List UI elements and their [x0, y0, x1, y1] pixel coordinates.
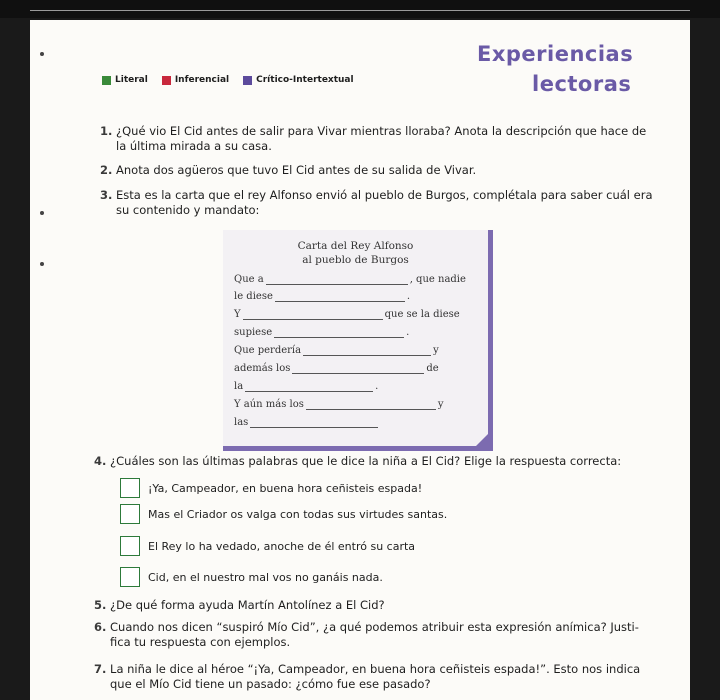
option-4[interactable]	[120, 567, 383, 587]
letter-title: Carta del Rey Alfonso	[297, 240, 414, 252]
option-3[interactable]	[120, 536, 415, 556]
letter-text: Y	[234, 309, 241, 320]
letter-text: además los	[234, 363, 291, 374]
question-number: 2.	[100, 163, 113, 177]
margin-mark	[40, 52, 44, 56]
legend-swatch-purple	[243, 76, 252, 85]
blank-line[interactable]	[250, 418, 378, 428]
margin-mark	[40, 211, 44, 215]
legend-literal	[102, 75, 148, 85]
question-6	[94, 620, 639, 650]
letter-text: de	[426, 363, 439, 374]
letter-text: , que nadie	[409, 274, 466, 285]
legend-critico	[243, 75, 353, 85]
option-checkbox[interactable]	[120, 478, 140, 498]
letter-line-1	[234, 274, 466, 285]
letter-line-3	[234, 309, 460, 320]
legend-label: Literal	[115, 75, 148, 85]
letter-line-2	[234, 291, 410, 302]
question-number: 4.	[94, 454, 107, 468]
option-checkbox[interactable]	[120, 536, 140, 556]
question-2	[100, 163, 476, 178]
question-3	[100, 188, 653, 218]
blank-line[interactable]	[292, 364, 424, 374]
card-corner-fold	[471, 429, 493, 451]
question-number: 7.	[94, 662, 107, 676]
question-number: 5.	[94, 598, 107, 612]
question-5	[94, 598, 385, 613]
option-label: Cid, en el nuestro mal vos no ganáis nada.	[148, 570, 383, 584]
question-text: ¿Cuáles son las últimas palabras que le dice la niña a El Cid? Elige la respuesta correcta:	[110, 454, 622, 468]
option-checkbox[interactable]	[120, 504, 140, 524]
question-text: La niña le dice al héroe “¡Ya, Campeador, en buena hora ceñisteis espada!”. Esto nos indica	[110, 662, 641, 676]
margin-mark	[40, 262, 44, 266]
question-text: la última mirada a su casa.	[116, 139, 272, 153]
option-label: El Rey lo ha vedado, anoche de él entró su carta	[148, 539, 416, 553]
question-text: fica tu respuesta con ejemplos.	[110, 635, 291, 649]
letter-text: y	[437, 399, 444, 410]
option-label: ¡Ya, Campeador, en buena hora ceñisteis espada!	[148, 481, 423, 495]
question-4	[94, 454, 621, 469]
question-text: Esta es la carta que el rey Alfonso envió al pueblo de Burgos, complétala para saber cuál era	[116, 188, 653, 202]
legend-inferencial	[162, 75, 229, 85]
blank-line[interactable]	[266, 275, 408, 285]
question-number: 1.	[100, 124, 113, 138]
question-text: Anota dos agüeros que tuvo El Cid antes de su salida de Vivar.	[116, 163, 477, 177]
legend-swatch-red	[162, 76, 171, 85]
letter-line-7	[234, 381, 378, 392]
letter-text: supiese	[234, 327, 273, 338]
blank-line[interactable]	[303, 346, 431, 356]
letter-text: Que a	[234, 274, 264, 285]
letter-text: las	[234, 417, 249, 428]
blank-line[interactable]	[243, 310, 383, 320]
letter-text: que se la diese	[384, 309, 460, 320]
legend-label: Crítico-Intertextual	[256, 75, 354, 85]
letter-text: Y aún más los	[234, 399, 304, 410]
top-bar	[0, 0, 720, 18]
legend-swatch-green	[102, 76, 111, 85]
legend-label: Inferencial	[174, 75, 230, 85]
document-page	[30, 20, 690, 700]
option-label: Mas el Criador os valga con todas sus virtudes santas.	[148, 507, 448, 521]
letter-text: la	[234, 381, 244, 392]
section-title-line2: lectoras	[532, 72, 632, 96]
question-text: ¿De qué forma ayuda Martín Antolínez a El Cid?	[110, 598, 385, 612]
option-1[interactable]	[120, 478, 422, 498]
question-text: su contenido y mandato:	[116, 203, 260, 217]
top-divider	[30, 10, 690, 11]
blank-line[interactable]	[274, 328, 404, 338]
legend	[102, 75, 368, 85]
question-1	[100, 124, 646, 154]
letter-line-4	[234, 327, 409, 338]
blank-line[interactable]	[275, 292, 405, 302]
letter-card	[223, 230, 493, 451]
question-number: 6.	[94, 620, 107, 634]
section-title-line1: Experiencias	[477, 42, 634, 66]
option-2[interactable]	[120, 504, 447, 524]
option-checkbox[interactable]	[120, 567, 140, 587]
letter-text: .	[406, 291, 411, 302]
letter-subtitle: al pueblo de Burgos	[302, 254, 409, 266]
question-number: 3.	[100, 188, 113, 202]
question-text: que el Mío Cid tiene un pasado: ¿cómo fue ese pasado?	[110, 677, 431, 691]
letter-line-5	[234, 345, 439, 356]
letter-text: Que perdería	[234, 345, 302, 356]
blank-line[interactable]	[306, 400, 436, 410]
question-text: Cuando nos dicen “suspiró Mío Cid”, ¿a qué podemos atribuir esta expresión anímica? Justi-	[110, 620, 639, 634]
letter-line-9	[234, 417, 380, 428]
letter-text: le diese	[234, 291, 273, 302]
question-text: ¿Qué vio El Cid antes de salir para Vivar mientras lloraba? Anota la descripción que hace de	[116, 124, 647, 138]
blank-line[interactable]	[245, 382, 373, 392]
letter-text: .	[406, 327, 410, 338]
letter-text: .	[375, 381, 379, 392]
letter-line-6	[234, 363, 439, 374]
question-7	[94, 662, 640, 692]
letter-line-8	[234, 399, 444, 410]
letter-text: y	[433, 345, 439, 356]
